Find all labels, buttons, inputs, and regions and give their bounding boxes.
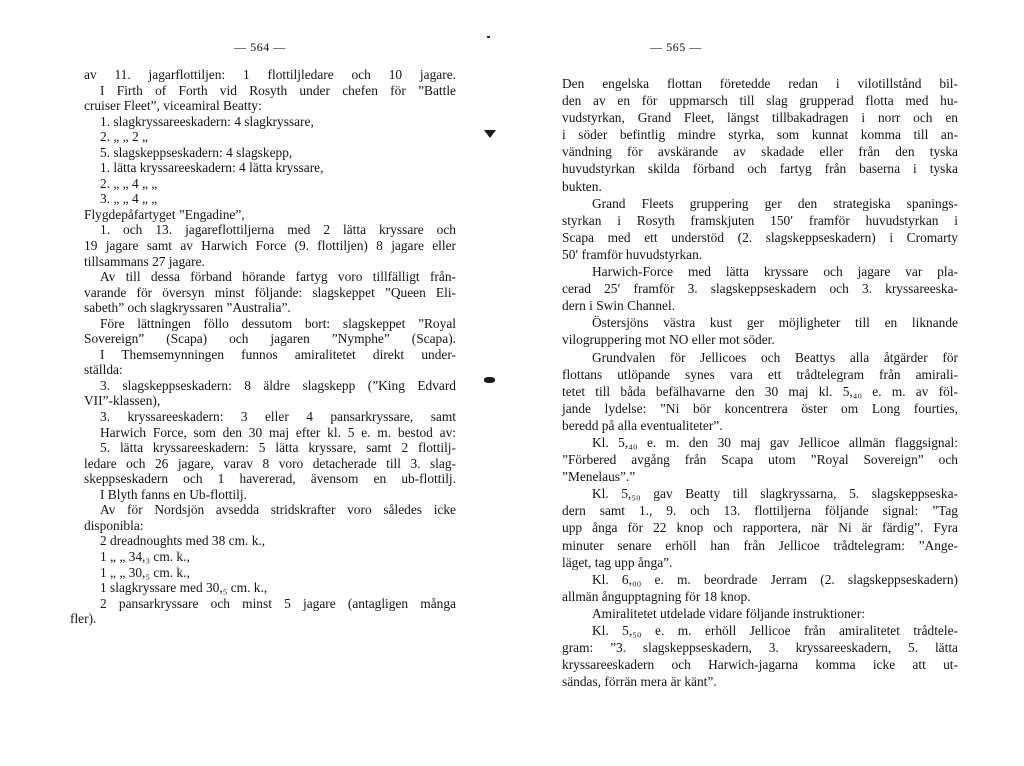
text-line: Flygdepåfartyget ”Engadine”, bbox=[84, 206, 245, 222]
text-line: skeppseskadern och 1 havererad, ävensom en ub-flottilj. bbox=[84, 471, 456, 487]
text-line: jande lydelse: ”Ni bör koncentrera öster om Long fourties, bbox=[562, 400, 958, 416]
text-line: Före lättningen föllo dessutom bort: slagskeppet ”Royal bbox=[100, 315, 456, 331]
page-body bbox=[70, 67, 456, 627]
text-line: Amiralitetet utdelade vidare följande instruktioner: bbox=[592, 605, 865, 621]
text-line: varande för översyn minst följande: slagskeppet ”Queen Eli- bbox=[84, 284, 456, 300]
page-body bbox=[562, 76, 958, 691]
text-line: cerad 25′ framför 3. slagskeppseskadern och 3. kryssareeska- bbox=[562, 281, 958, 297]
text-line: den av en för uppmarsch till slag grupperad flotta med hu- bbox=[562, 93, 958, 109]
text-line: disponibla: bbox=[84, 517, 144, 533]
text-line: beredd på alla eventualiteter”. bbox=[562, 417, 723, 433]
text-line: i söder befintlig mindre styrka, som kunnat komma till an- bbox=[562, 127, 958, 143]
text-line: ledare och 26 jagare, varav 8 voro detacherade till 3. slag- bbox=[84, 455, 456, 471]
text-line: 3. kryssareeskadern: 3 eller 4 pansarkryssare, samt bbox=[100, 409, 456, 425]
page-number: — 565 — bbox=[650, 40, 702, 54]
text-line: ”Förbered avgång från Scapa utom ”Royal Sovereign” och bbox=[562, 452, 958, 468]
text-line: upp ånga för 22 knop och rapportera, när Ni är färdig”. Fyra bbox=[562, 520, 958, 536]
text-line: cruiser Fleet”, viceamiral Beatty: bbox=[84, 98, 262, 114]
text-line: flottans utlöpande synes vara ett trådtelegram från amirali- bbox=[562, 366, 958, 382]
text-line: allmän ångupptagning för 18 knop. bbox=[562, 588, 751, 604]
text-line: läget, tag upp ånga”. bbox=[562, 554, 673, 570]
text-line: 50′ framför huvudstyrkan. bbox=[562, 246, 703, 262]
text-line: vudstyrkan, Grand Fleet, längst tillbakadragen i norr och en bbox=[562, 110, 958, 126]
text-line: Den engelska flottan företedde redan i vilotillstånd bil- bbox=[562, 76, 958, 91]
right-page bbox=[562, 0, 958, 766]
scan-mark bbox=[484, 130, 496, 138]
text-line: Grundvalen för Jellicoes och Beattys alla åtgärder för bbox=[592, 349, 958, 365]
text-line: Harwich Force, som den 30 maj efter kl. 5 e. m. bestod av: bbox=[100, 424, 456, 440]
left-page bbox=[70, 0, 456, 766]
text-line: Kl. 5,₄₀ e. m. den 30 maj gav Jellicoe allmän flaggsignal: bbox=[592, 434, 958, 450]
text-line: Scapa med ett understöd (2. slagskeppseskadern) i Cromarty bbox=[562, 229, 958, 245]
text-line: 2. „ „ 2 „ bbox=[100, 129, 148, 145]
text-line: gram: ”3. slagskeppseskadern, 3. kryssareeskadern, 5. lätta bbox=[562, 640, 958, 656]
text-line: I Blyth fanns en Ub-flottilj. bbox=[100, 486, 247, 502]
text-line: 19 jagare samt av Harwich Force (9. flottiljen) 8 jagare eller bbox=[84, 238, 456, 254]
scan-mark bbox=[484, 377, 495, 383]
text-line: vilogruppering mot NO eller mot söder. bbox=[562, 332, 775, 348]
scan-mark bbox=[487, 36, 490, 38]
text-line: 1 slagkryssare med 30,₅ cm. k., bbox=[100, 580, 268, 596]
text-line: 1 „ „ 34,₃ cm. k., bbox=[100, 548, 190, 564]
text-line: 1. lätta kryssareeskadern: 4 lätta kryssare, bbox=[100, 160, 324, 176]
text-line: 3. „ „ 4 „ „ bbox=[100, 191, 158, 207]
text-line: 1. och 13. jagareflottiljerna med 2 lätta kryssare och bbox=[100, 222, 456, 238]
text-line: vändning för avskärande av skadade eller från den tyska bbox=[562, 144, 958, 160]
text-line: I Themsemynningen funnos amiralitetet direkt under- bbox=[100, 346, 456, 362]
text-line: 2. „ „ 4 „ „ bbox=[100, 175, 158, 191]
text-line: 5. slagskeppseskadern: 4 slagskepp, bbox=[100, 144, 293, 160]
text-line: minuter senare erhöll han från Jellicoe trådtelegram: ”Ange- bbox=[562, 537, 958, 553]
text-line: 1 „ „ 30,₅ cm. k., bbox=[100, 564, 190, 580]
text-line: kryssareeskadern och Harwich-jagarna komma icke att ut- bbox=[562, 657, 958, 673]
text-line: Östersjöns västra kust ger möjligheter till en liknande bbox=[592, 315, 958, 331]
text-line: av 11. jagarflottiljen: 1 flottiljledare och 10 jagare. bbox=[84, 67, 456, 82]
text-line: Av för Nordsjön avsedda stridskrafter voro således icke bbox=[100, 502, 456, 518]
page-number: — 564 — bbox=[234, 40, 286, 54]
text-line: Kl. 5,₅₀ e. m. erhöll Jellicoe från amiralitetet trådtele- bbox=[592, 623, 958, 638]
text-line: Sovereign” (Scapa) och jagaren ”Nymphe” (Scapa). bbox=[84, 331, 456, 347]
text-line: sabeth” och slagkryssaren ”Australia”. bbox=[84, 300, 291, 316]
text-line: Harwich-Force med lätta kryssare och jagare var pla- bbox=[592, 264, 958, 280]
text-line: sändas, förrän mera är känt”. bbox=[562, 674, 717, 690]
text-line: I Firth of Forth vid Rosyth under chefen för ”Battle bbox=[100, 82, 456, 98]
text-line: dern i Swin Channel. bbox=[562, 298, 676, 314]
text-line: tetet till båda befälhavarne den 30 maj kl. 5,₄₀ e. m. av föl- bbox=[562, 383, 958, 399]
text-line: bukten. bbox=[562, 178, 602, 194]
text-line: 3. slagskeppseskadern: 8 äldre slagskepp (”King Edvard bbox=[100, 377, 456, 393]
text-line: Kl. 5,₅₀ gav Beatty till slagkryssarna, 5. slagskeppseska- bbox=[592, 486, 958, 502]
text-line: ”Menelaus”.” bbox=[562, 469, 636, 485]
text-line: ställda: bbox=[84, 362, 123, 378]
text-line: Grand Fleets gruppering ger den strategiska spanings- bbox=[592, 195, 958, 211]
text-line: tillsammans 27 jagare. bbox=[84, 253, 205, 269]
text-line: huvudstyrkan skilda förband och fartyg från baserna i tyska bbox=[562, 161, 958, 177]
text-line: 2 pansarkryssare och minst 5 jagare (antagligen många bbox=[100, 595, 456, 611]
text-line: styrkan i Rosyth framskjuten 150′ framför huvudstyrkan i bbox=[562, 212, 958, 228]
text-line: 2 dreadnoughts med 38 cm. k., bbox=[100, 533, 266, 549]
text-line: fler). bbox=[70, 611, 97, 627]
text-line: dern samt 1., 9. och 13. flottiljerna följande signal: ”Tag bbox=[562, 503, 958, 519]
text-line: Kl. 6,₀₀ e. m. beordrade Jerram (2. slagskeppseskadern) bbox=[592, 571, 958, 587]
text-line: 1. slagkryssareeskadern: 4 slagkryssare, bbox=[100, 113, 314, 129]
text-line: Av till dessa förband hörande fartyg voro tillfälligt från- bbox=[100, 269, 456, 285]
text-line: 5. lätta kryssareeskadern: 5 lätta kryssare, samt 2 flottilj- bbox=[100, 440, 456, 456]
text-line: VII”-klassen), bbox=[84, 393, 161, 409]
